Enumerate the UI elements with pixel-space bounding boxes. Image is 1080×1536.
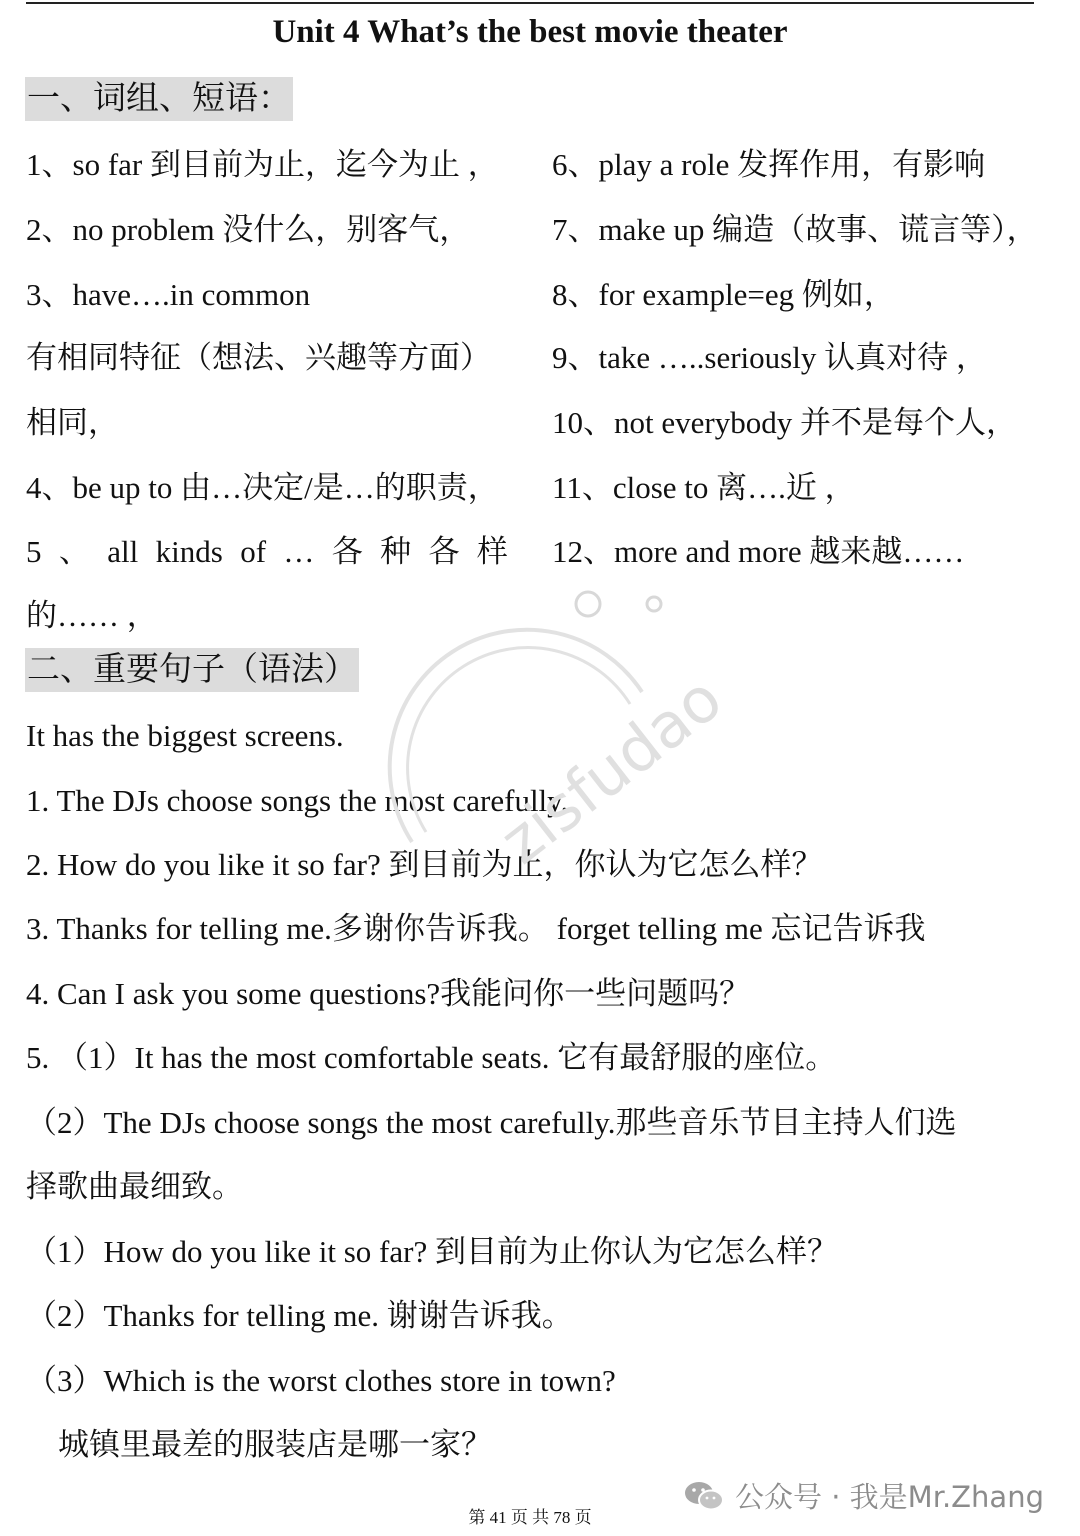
section-heading-phrases: 一、词组、短语： [25,77,293,121]
word: 各 [428,534,460,569]
phrase-right-12: 12、more and more 越来越…… [552,534,965,569]
watermark-stamp-text: zisfudao [486,661,736,879]
sentence-line: 2. How do you like it so far? 到目前为止，你认为它怎么样？ [26,847,823,882]
wechat-watermark [683,1475,1044,1516]
sentence-line: 5. （1）It has the most comfortable seats. 它有最舒服的座位。 [26,1040,837,1075]
wechat-icon [683,1479,725,1513]
phrase-left-2: 2、no problem 没什么，别客气， [26,212,471,247]
phrase-right-10: 10、not everybody 并不是每个人， [552,405,1017,440]
phrase-right-6: 6、play a role 发挥作用，有影响 [552,147,986,182]
sentence-line: 1. The DJs choose songs the most carefully. [26,783,569,818]
page-title: Unit 4 What’s the best movie theater [272,14,788,50]
word: 样 [476,534,508,569]
sentence-line: （1）How do you like it so far? 到目前为止你认为它怎么样？ [26,1234,838,1269]
word: all [107,534,139,569]
watermark-text: 公众号 · 我是Mr.Zhang [735,1480,1044,1514]
sentence-line: 城镇里最差的服装店是哪一家？ [58,1427,492,1462]
word: 5 [26,534,42,569]
phrase-right-7: 7、make up 编造（故事、谎言等）， [552,212,1038,247]
sentence-line: 4. Can I ask you some questions?我能问你一些问题吗？ [26,976,751,1011]
section-heading-sentences: 二、重要句子（语法） [25,648,359,692]
word: 各 [331,534,363,569]
phrase-left-5 [26,532,508,572]
word: kinds [155,534,223,569]
word: … [283,534,315,569]
phrase-right-8: 8、for example=eg 例如， [552,277,895,312]
page-footer: 第 41 页 共 78 页 [468,1508,592,1527]
word: 、 [58,534,90,569]
phrase-right-11: 11、close to 离….近 ， [552,470,856,505]
phrase-left-4: 4、be up to 由…决定/是…的职责， [26,470,499,505]
phrase-right-9: 9、take …..seriously 认真对待 ， [552,340,987,375]
sentence-line: It has the biggest screens. [26,718,344,753]
word: of [240,534,267,569]
sentence-line: 3. Thanks for telling me.多谢你告诉我。 forget telling me 忘记告诉我 [26,911,926,946]
sentence-line: （2）Thanks for telling me. 谢谢告诉我。 [26,1298,573,1333]
top-rule [26,2,1034,4]
phrase-left-3-meaning: 有相同特征（想法、兴趣等方面） [26,340,491,375]
phrase-left-3-meaning-cont: 相同， [26,405,119,440]
phrase-left-3: 3、have….in common [26,277,311,312]
sentence-line: （2）The DJs choose songs the most carefully.那些音乐节目主持人们选 [26,1105,957,1140]
phrase-left-1: 1、so far 到目前为止，迄今为止 ， [26,147,499,182]
phrase-left-5-cont: 的…… ， [26,598,158,633]
sentence-line: 择歌曲最细致。 [26,1169,243,1204]
word: 种 [380,534,412,569]
sentence-line: （3）Which is the worst clothes store in town? [26,1363,616,1398]
